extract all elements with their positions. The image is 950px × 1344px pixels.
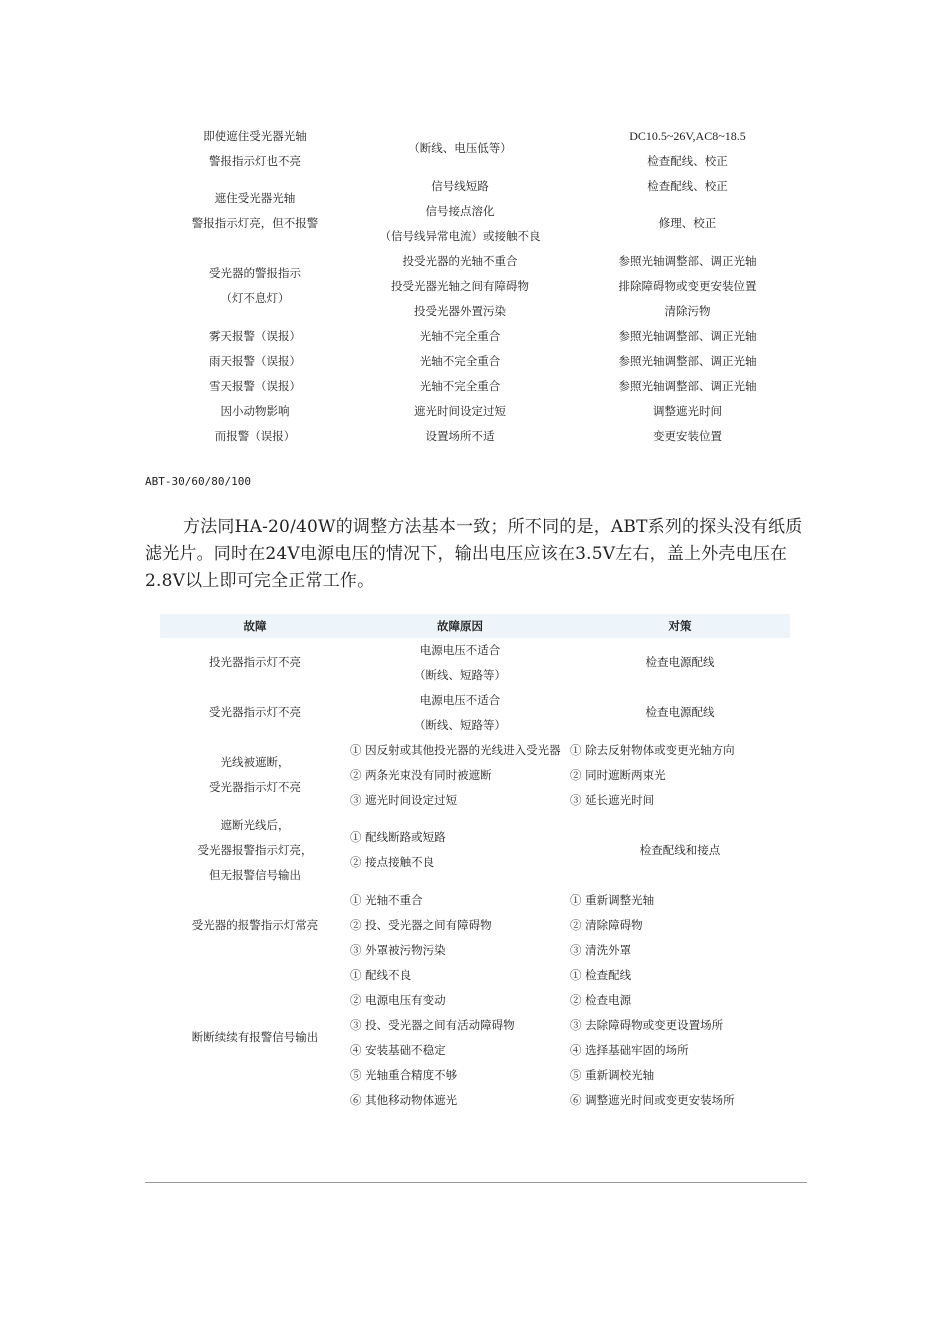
table-row <box>150 349 810 374</box>
cause-text: 因小动物影响 <box>220 404 290 418</box>
fix-text: 参照光轴调整部、调正光轴 <box>618 354 757 368</box>
table-row <box>150 124 810 174</box>
table-row <box>160 738 790 813</box>
table-row <box>150 399 810 449</box>
fix-text: ① 检查配线 <box>570 968 632 982</box>
fix-text: 参照光轴调整部、调正光轴 <box>618 379 757 393</box>
fix-text: 检查配线、校正 <box>647 154 728 168</box>
cause-text: 即使遮住受光器光轴 <box>203 129 307 143</box>
body-paragraph: 方法同HA-20/40W的调整方法基本一致；所不同的是，ABT系列的探头没有纸质滤光片。同时在24V电源电压的情况下，输出电压应该在3.5V左右，盖上外壳电压在2.8V以上即可完全正常工作。 <box>145 517 803 591</box>
cause-text: 警报指示灯亮，但不报警 <box>191 216 319 230</box>
reason-text: 光轴不完全重合 <box>419 379 501 393</box>
fix-text: DC10.5~26V,AC8~18.5 <box>629 129 746 143</box>
cause-text: （灯不息灯） <box>220 291 290 305</box>
fault-text: 受光器指示灯不亮 <box>209 780 301 794</box>
cause-text: 雪天报警（误报） <box>209 379 301 393</box>
reason-text: 信号线短路 <box>431 179 489 193</box>
reason-text: （信号线异常电流）或接触不良 <box>379 229 541 243</box>
fix-text: ② 清除障碍物 <box>570 918 643 932</box>
table-row <box>160 688 790 738</box>
header-cause: 故障原因 <box>437 619 483 633</box>
fault-text: 光线被遮断， <box>220 755 290 769</box>
fix-text: ③ 延长遮光时间 <box>570 793 655 807</box>
fix-text: 参照光轴调整部、调正光轴 <box>618 329 757 343</box>
fix-text: 检查配线和接点 <box>639 843 721 857</box>
troubleshoot-table <box>160 614 790 1113</box>
troubleshoot-table-continued <box>150 124 810 449</box>
fix-text: ⑥ 调整遮光时间或变更安装场所 <box>570 1093 735 1107</box>
header-fix: 对策 <box>668 619 692 633</box>
table-row <box>150 324 810 349</box>
model-label: ABT-30/60/80/100 <box>145 475 251 488</box>
fix-text: 变更安装位置 <box>653 429 722 443</box>
cause-text: ② 两条光束没有同时被遮断 <box>350 768 492 782</box>
fix-text: ⑤ 重新调校光轴 <box>570 1068 655 1082</box>
cause-text: 雨天报警（误报） <box>209 354 301 368</box>
reason-text: 信号接点溶化 <box>425 204 495 218</box>
table-row <box>160 638 790 688</box>
cause-text: ④ 安装基础不稳定 <box>350 1043 446 1057</box>
reason-text: 光轴不完全重合 <box>419 329 501 343</box>
fault-text: 断断续续有报警信号输出 <box>191 1030 319 1044</box>
reason-text: 设置场所不适 <box>425 429 495 443</box>
table-row <box>150 374 810 399</box>
table-row <box>160 813 790 888</box>
fix-text: 修理、校正 <box>658 216 717 230</box>
reason-text: 投受光器光轴之间有障碍物 <box>391 279 529 293</box>
fix-text: 排除障碍物或变更安装位置 <box>618 279 757 293</box>
cause-text: ③ 外罩被污物污染 <box>350 943 446 957</box>
cause-text: 电源电压不适合 <box>419 643 501 657</box>
cause-text: 雾天报警（误报） <box>209 329 301 343</box>
cause-text: （断线、短路等） <box>414 668 506 682</box>
table-row <box>160 888 790 963</box>
fix-text: ① 除去反射物体或变更光轴方向 <box>570 743 735 757</box>
cause-text: ② 电源电压有变动 <box>350 993 446 1007</box>
reason-text: （断线、电压低等） <box>408 141 512 155</box>
cause-text: ① 因反射或其他投光器的光线进入受光器 <box>350 743 561 757</box>
fix-text: 检查电源配线 <box>645 655 715 669</box>
cause-text: ① 光轴不重合 <box>350 893 423 907</box>
fix-text: 检查配线、校正 <box>647 179 728 193</box>
fix-text: 清除污物 <box>664 304 711 318</box>
cause-text: ⑥ 其他移动物体遮光 <box>350 1093 458 1107</box>
table-header <box>160 614 790 638</box>
fix-text: ④ 选择基础牢固的场所 <box>570 1043 689 1057</box>
fix-text: 参照光轴调整部、调正光轴 <box>618 254 757 268</box>
fix-text: ③ 清洗外罩 <box>570 943 632 957</box>
fix-text: ② 检查电源 <box>570 993 632 1007</box>
fault-text: 投光器指示灯不亮 <box>209 655 301 669</box>
table-row <box>150 249 810 324</box>
reason-text: 遮光时间设定过短 <box>414 404 506 418</box>
cause-text: ② 投、受光器之间有障碍物 <box>350 918 492 932</box>
header-fault: 故障 <box>243 619 267 633</box>
footer-divider <box>145 1182 807 1183</box>
cause-text: 受光器的警报指示 <box>209 266 301 280</box>
reason-text: 投受光器的光轴不重合 <box>402 254 518 268</box>
fix-text: 检查电源配线 <box>645 705 715 719</box>
cause-text: ③ 投、受光器之间有活动障碍物 <box>350 1018 515 1032</box>
table-row <box>160 963 790 1113</box>
reason-text: 光轴不完全重合 <box>419 354 501 368</box>
cause-text: ① 配线断路或短路 <box>350 830 446 844</box>
cause-text: ② 接点接触不良 <box>350 855 435 869</box>
fault-text: 遮断光线后， <box>220 818 290 832</box>
fault-text: 但无报警信号输出 <box>209 868 301 882</box>
fault-text: 受光器报警指示灯亮， <box>197 843 313 857</box>
cause-text: （断线、短路等） <box>414 718 506 732</box>
cause-text: 遮住受光器光轴 <box>214 191 296 205</box>
cause-text: 而报警（误报） <box>214 429 296 443</box>
cause-text: 电源电压不适合 <box>419 693 501 707</box>
table-row <box>150 174 810 249</box>
cause-text: 警报指示灯也不亮 <box>209 154 301 168</box>
reason-text: 投受光器外置污染 <box>414 304 506 318</box>
fix-text: ① 重新调整光轴 <box>570 893 655 907</box>
fix-text: ③ 去除障碍物或变更设置场所 <box>570 1018 724 1032</box>
fault-text: 受光器的报警指示灯常亮 <box>191 918 319 932</box>
cause-text: ⑤ 光轴重合精度不够 <box>350 1068 458 1082</box>
fault-text: 受光器指示灯不亮 <box>209 705 301 719</box>
fix-text: 调整遮光时间 <box>653 404 722 418</box>
fix-text: ② 同时遮断两束光 <box>570 768 666 782</box>
cause-text: ① 配线不良 <box>350 968 412 982</box>
cause-text: ③ 遮光时间设定过短 <box>350 793 458 807</box>
